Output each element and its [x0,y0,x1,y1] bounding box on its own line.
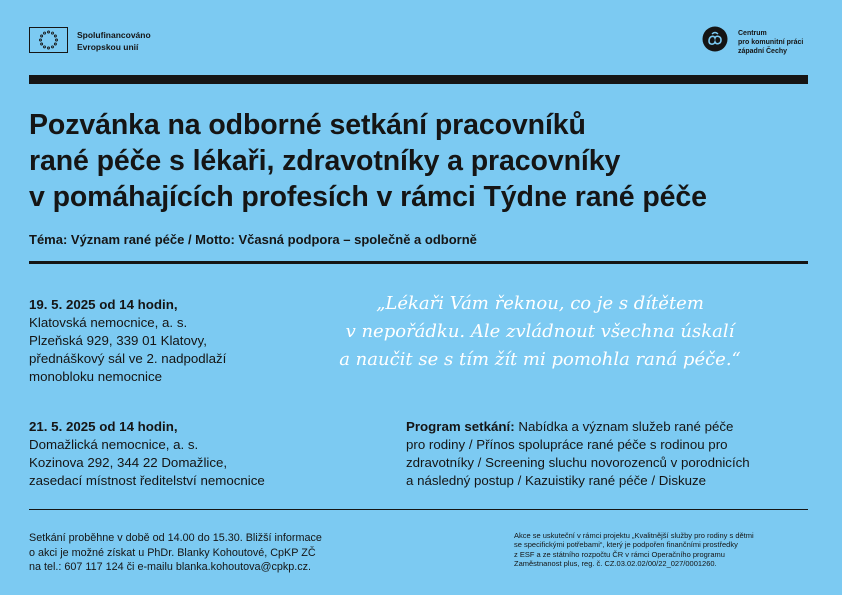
contact-line: Setkání proběhne v době od 14.00 do 15.30. Bližší informace [29,532,322,544]
cpkp-logo-icon [702,26,728,52]
contact-line: o akci je možné získat u PhDr. Blanky Kohoutové, CpKP ZČ [29,546,316,559]
eu-stars-icon [30,28,67,52]
event-line: Domažlická nemocnice, a. s. [29,437,199,452]
divider-middle [29,261,808,264]
program-label: Program setkání: [406,419,515,434]
funding-line: se specifickými potřebami“, který je podpořen finančními prostředky [514,540,738,550]
divider-bottom [29,509,808,510]
event-line: přednáškový sál ve 2. nadpodlaží [29,351,227,366]
project-funding-note [514,531,814,568]
contact-info [29,531,409,575]
eu-line: Spolufinancováno [77,30,151,40]
event-line: Kozinova 292, 344 22 Domažlice, [29,455,228,470]
quote-line: a naučit se s tím žít mi pomohla raná péče.“ [339,349,741,370]
org-line: západní Čechy [738,48,788,55]
program-line: a následný postup / Kazuistiky rané péče / Diskuze [406,473,707,488]
org-name [738,29,803,56]
funding-line: Zaměstnanost plus, reg. č. CZ.03.02.02/00/22_027/0001260. [514,558,717,568]
title-line: rané péče s lékaři, zdravotníky a pracovníky [29,145,621,177]
theme-motto: Téma: Význam rané péče / Motto: Včasná podpora – společně a odborně [29,232,477,247]
org-line: pro komunitní práci [738,39,804,46]
quote-line: „Lékaři Vám řeknou, co je s dítětem [376,293,704,314]
funding-line: Akce se uskuteční v rámci projektu „Kvalitnější služby pro rodiny s dětmi [514,531,754,540]
event-line: Plzeňská 929, 339 01 Klatovy, [29,333,207,348]
quote-line: v nepořádku. Ale zvládnout všechna úskalí [345,321,735,342]
eu-flag-logo [29,27,68,53]
event-date: 21. 5. 2025 od 14 hodin, [29,419,178,434]
funding-line: z ESF a ze státního rozpočtu ČR v rámci Operačního programu [514,549,725,559]
event-date: 19. 5. 2025 od 14 hodin, [29,297,178,312]
program-line-1 [406,418,816,436]
title-line: v pomáhajících profesích v rámci Týdne rané péče [29,181,707,213]
eu-line: Evropskou unií [77,42,139,52]
program-line: zdravotníky / Screening sluchu novorozenců v porodnicích [406,455,750,470]
event-line: Klatovská nemocnice, a. s. [29,315,188,330]
program-line: pro rodiny / Přínos spolupráce rané péče s rodinou pro [406,437,728,452]
testimonial-quote [330,290,750,374]
page-title [29,107,819,215]
program-section [406,418,816,490]
event-line: monobloku nemocnice [29,369,163,384]
title-line: Pozvánka na odborné setkání pracovníků [29,109,586,141]
event-domazlice [29,418,265,490]
program-text: Nabídka a význam služeb rané péče [514,419,734,434]
divider-top [29,75,808,84]
org-line: Centrum [738,30,767,37]
eu-cofinanced-text [77,29,151,53]
event-klatovy [29,296,226,386]
contact-line: na tel.: 607 117 124 či e-mailu blanka.kohoutova@cpkp.cz. [29,561,312,573]
event-line: zasedací místnost ředitelství nemocnice [29,473,265,488]
